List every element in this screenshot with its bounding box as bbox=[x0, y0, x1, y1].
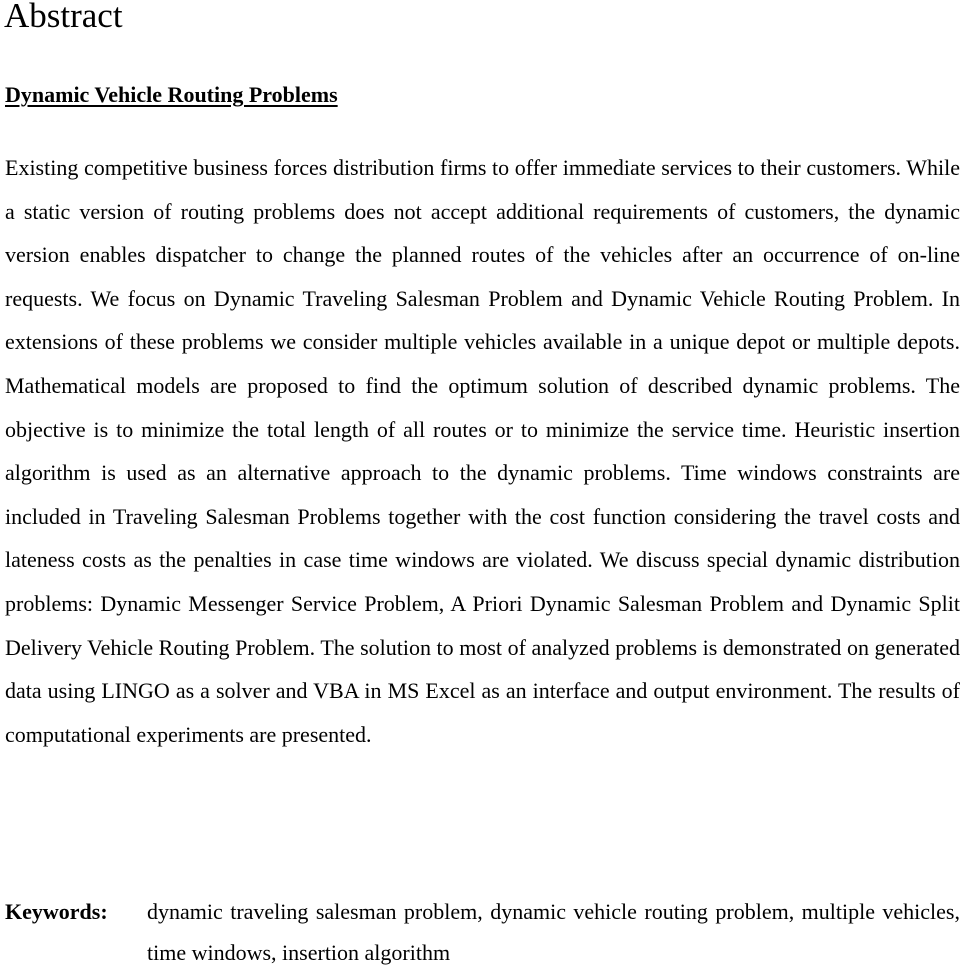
keywords-list: dynamic traveling salesman problem, dynamic vehicle routing problem, multiple vehicles, time windows, insertion algorithm bbox=[147, 899, 960, 965]
section-heading: Abstract bbox=[4, 0, 123, 35]
abstract-paragraph: Existing competitive business forces distribution firms to offer immediate services to their customers. While a static version of routing problems does not accept additional requirements of customers, the dynamic version enables dispatcher to change the planned routes of the vehicles after an occurrence of on-line requests. We focus on Dynamic Traveling Salesman Problem and Dynamic Vehicle Routing Problem. In extensions of these problems we consider multiple vehicles available in a unique depot or multiple depots. Mathematical models are proposed to find the optimum solution of described dynamic problems. The objective is to minimize the total length of all routes or to minimize the service time. Heuristic insertion algorithm is used as an alternative approach to the dynamic problems. Time windows constraints are included in Traveling Salesman Problems together with the cost function considering the travel costs and lateness costs as the penalties in case time windows are violated. We discuss special dynamic distribution problems: Dynamic Messenger Service Problem, A Priori Dynamic Salesman Problem and Dynamic Split Delivery Vehicle Routing Problem. The solution to most of analyzed problems is demonstrated on generated data using LINGO as a solver and VBA in MS Excel as an interface and output environment. The results of computational experiments are presented. bbox=[5, 155, 960, 747]
keywords-label: Keywords: bbox=[5, 899, 108, 924]
keywords-block bbox=[5, 891, 960, 973]
section-subheading: Dynamic Vehicle Routing Problems bbox=[5, 82, 338, 107]
